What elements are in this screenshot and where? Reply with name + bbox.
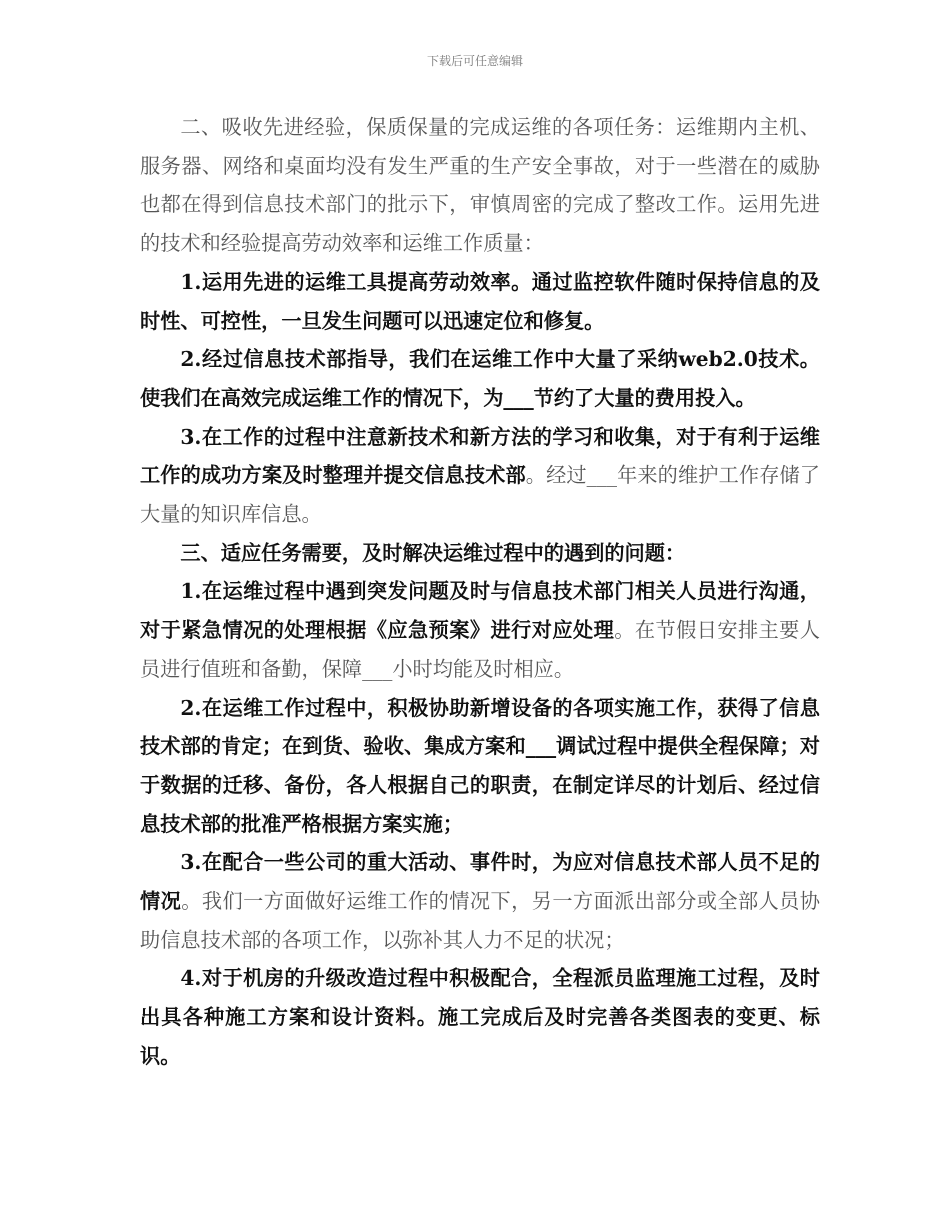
paragraph-item-3-2 — [140, 689, 820, 844]
paragraph-text: 3.在配合一些公司的重大活动、事件时，为应对信息技术部人员不足的情况 — [140, 850, 820, 914]
paragraph-text: 1.在运维过程中遇到突发问题及时与信息技术部门相关人员进行沟通，对于紧急情况的处理根据《应急预案》进行对应处理 — [140, 579, 820, 643]
paragraph-section-2 — [140, 108, 820, 263]
section-heading: 三、适应任务需要，及时解决运维过程中的遇到的问题： — [180, 540, 686, 565]
paragraph-item-3-4 — [140, 959, 820, 1075]
paragraph-text: 2.在运维工作过程中，积极协助新增设备的各项实施工作，获得了信息技术部的肯定；在到货、验收、集成方案和___调试过程中提供全程保障；对于数据的迁移、备份，各人根据自己的职责，在制定详尽的计划后、经过信息技术部的批准严格根据方案实施； — [140, 695, 820, 836]
document-body — [140, 108, 820, 1076]
paragraph-item-3-3 — [140, 843, 820, 959]
paragraph-text: 1.运用先进的运维工具提高劳动效率。通过监控软件随时保持信息的及时性、可控性，一旦发生问题可以迅速定位和修复。 — [140, 269, 820, 333]
paragraph-text: 3.在工作的过程中注意新技术和新方法的学习和收集，对于有利于运维工作的成功方案及时整理并提交信息技术部 — [140, 424, 820, 488]
page-header: 下载后可任意编辑 — [426, 54, 523, 68]
paragraph-item-2-3 — [140, 418, 820, 534]
paragraph-text: 。我们一方面做好运维工作的情况下，另一方面派出部分或全部人员协助信息技术部的各项工作，以弥补其人力不足的状况； — [140, 889, 820, 952]
paragraph-text: 4.对于机房的升级改造过程中积极配合，全程派员监理施工过程，及时出具各种施工方案和设计资料。施工完成后及时完善各类图表的变更、标识。 — [140, 966, 820, 1068]
paragraph-text: 。经过___年来的维护工作存储了大量的知识库信息。 — [140, 463, 820, 527]
paragraph-text: 二、吸收先进经验，保质保量的完成运维的各项任务：运维期内主机、服务器、网络和桌面均没有发生严重的生产安全事故，对于一些潜在的威胁也都在得到信息技术部门的批示下，审慎周密的完成了整改工作。运用先进的技术和经验提高劳动效率和运维工作质量： — [140, 115, 820, 256]
paragraph-text: 2.经过信息技术部指导，我们在运维工作中大量了采纳web2.0技术。使我们在高效完成运维工作的情况下，为___节约了大量的费用投入。 — [140, 347, 820, 410]
paragraph-section-3 — [140, 534, 820, 573]
paragraph-item-2-2 — [140, 340, 820, 417]
paragraph-text: 。在节假日安排主要人员进行值班和备勤，保障___小时均能及时相应。 — [140, 618, 820, 681]
paragraph-item-3-1 — [140, 572, 820, 688]
paragraph-item-2-1 — [140, 263, 820, 340]
